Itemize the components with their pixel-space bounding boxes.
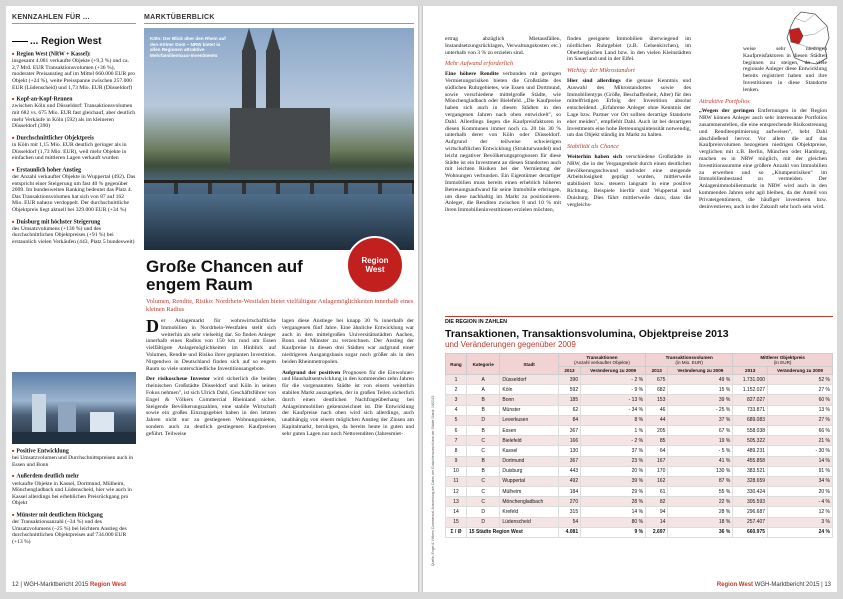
- table-cell: 8 %: [581, 415, 646, 425]
- sidebar-item-head: ■ Kopf-an-Kopf-Rennen: [12, 96, 136, 103]
- table-cell: 367: [558, 456, 580, 466]
- table-cell: - 13 %: [581, 395, 646, 405]
- th-transaktionen: Transaktionen (Anzahl verkaufter Objekte): [558, 354, 645, 367]
- table-cell: Krefeld: [500, 507, 558, 517]
- table-cell: 130 %: [668, 466, 733, 476]
- table-sum-row: [446, 527, 833, 537]
- table-cell: Bielefeld: [500, 436, 558, 446]
- table-cell: 66 %: [768, 425, 833, 435]
- table-cell: 5: [446, 415, 467, 425]
- rcol2b-head: Hier sind allerdings: [567, 77, 621, 84]
- rcol1-text: ertrag abzüglich Mietausfällen, Instandsetzungsrücklagen, Verwaltungskosten etc.) unterhalb von 3 % zu erzielen sind.: [445, 36, 561, 56]
- left-footer-region: Region West: [89, 582, 127, 588]
- sidebar-item-text: insgesamt 4.081 verkaufte Objekte (+9,3 %) und ca. 2,7 Mrd. EUR Transaktionsvolumen (+36 %), moderater Preisanstieg auf im Mittel 660.000 EUR pro Objekt (+24 %), weite Preisspanne zwischen 257.000 EUR (Lüdenscheid) und 1,73 Mio. EUR (Düsseldorf): [12, 58, 136, 91]
- table-cell: 390: [558, 375, 580, 385]
- table-cell: 94: [646, 507, 668, 517]
- table-cell: 54: [558, 517, 580, 527]
- table-sum-cell: 660.975: [733, 527, 768, 537]
- table-cell: 13: [446, 497, 467, 507]
- table-cell: - 34 %: [581, 405, 646, 415]
- table-cell: Dortmund: [500, 456, 558, 466]
- table-cell: 257.407: [733, 517, 768, 527]
- table-cell: 592: [558, 385, 580, 395]
- table-cell: C: [467, 487, 500, 497]
- sidebar-item-head: ■ Positive Entwicklung: [12, 448, 136, 455]
- th-year: 2013: [646, 367, 668, 375]
- table-row: [446, 375, 833, 385]
- rcol3b-text: Entfernungen in der Region NRW können Anleger auch sehr interessante Portfolios zusammenstellen, die eine entsprechende Risikostreuung und Renditeoptimierung aufweisen", hebt Dahl abschließend hervor. Vor allem die auf das Kaufpreisvolumen bezogenen niedrigen Objektpreise, verglichen mit z.B. Berlin, München oder Hamburg, machen es in NRW möglich, mit der gleichen Investitionssumme eine größere Anzahl von Immobilien zu erwerben und so „Klumpenrisiken" im Immobilienbestand zu vermeiden. Der Anlagenimmobilienmarkt in NRW wird auch in den kommenden Jahren sehr agil bleiben, da der Anteil von Privateigentümern, die häufiger investieren bzw. desinvestieren, auch in der Zukunft sehr hoch sein wird.: [699, 108, 828, 210]
- th-kategorie: Kategorie: [467, 354, 500, 375]
- table-cell: - 9 %: [581, 385, 646, 395]
- region-badge: [346, 236, 404, 294]
- table-cell: 2: [446, 385, 467, 395]
- table-cell: 14 %: [581, 507, 646, 517]
- sidebar-item: [12, 512, 136, 546]
- table-cell: 328.659: [733, 476, 768, 486]
- table-cell: D: [467, 415, 500, 425]
- table-cell: 330.424: [733, 487, 768, 497]
- table-cell: 13 %: [768, 405, 833, 415]
- table-cell: B: [467, 395, 500, 405]
- table-cell: 23 %: [581, 456, 646, 466]
- table-row: [446, 385, 833, 395]
- table-cell: 60 %: [768, 395, 833, 405]
- table-cell: C: [467, 476, 500, 486]
- table-cell: - 25 %: [668, 405, 733, 415]
- rcol2-text: finden geeignete Immobilien überwiegend im nördlichen Ruhrgebiet (z.B. Gelsenkirchen), im Oberbergischen Land bzw. in den vielen Kleinstädten im Sauerland und in der Eifel.: [567, 36, 691, 63]
- sidebar-item: [12, 219, 136, 246]
- table-body: [446, 375, 833, 538]
- table-sum-cell: Σ / Ø: [446, 527, 467, 537]
- rcol2-heading-2: Stabilität als Chance: [567, 143, 619, 151]
- table-row: [446, 436, 833, 446]
- table-cell: 14 %: [768, 456, 833, 466]
- sidebar-item-text: in Köln mit 1,15 Mio. EUR deutlich geringer als in Düsseldorf (1,73 Mio. EUR), weil mehr Objekte in einfachen und mittleren Lagen verkauft wurden: [12, 142, 127, 162]
- right-footer-title: WGH-Marktbericht 2015: [754, 582, 820, 588]
- table-sum-cell: 4.081: [558, 527, 580, 537]
- table-cell: Münster: [500, 405, 558, 415]
- table-cell: 41 %: [668, 456, 733, 466]
- table-cell: 130: [558, 446, 580, 456]
- table-cell: D: [467, 517, 500, 527]
- table-row: [446, 466, 833, 476]
- table-row: [446, 405, 833, 415]
- rcol2c-text: verschiedene Großstädte in NRW, die in der Vergangenheit durch einen deutlichen Bevölkerungsschwund und/oder eine steigende Arbeitslosigkeit geprägt wurden, mittlerweile stabilisiert bzw. steuern langsam in eine positive Richtung. Beispiele hierfür sind Wuppertal und Duisburg. Dies führt mittlerweile dazu, dass die vergleichs-: [567, 153, 691, 208]
- table-cell: 185: [558, 395, 580, 405]
- table-cell: 4: [446, 405, 467, 415]
- col1b-text: wird sicherlich die beiden rheinischen Großstädte Düsseldorf und Köln in seinen Fokus nehmen", ist sich Ulrich Dahl, Geschäftsführer von Engel & Völkers Commercial Rheinland sicher. Steigende Bevölkerungszahlen, eine stabile Wirtschaft sowie ein großes Einzugsgebiet haben in den letzten Jahren nicht nur zu gestiegenen Wohnungsmieten, sondern auch zu deutlich gestiegenen Kaufpreisen geführt. Teilweise: [146, 376, 276, 437]
- rcol3b-head: „Wegen der geringen: [699, 108, 755, 115]
- th-year: 2013: [733, 367, 768, 375]
- article-headline: Große Chancen auf engem Raum: [146, 257, 303, 294]
- table-cell: - 30 %: [768, 446, 833, 456]
- table-cell: - 5 %: [668, 446, 733, 456]
- sidebar-item-text: des Umsatzvolumens (+130 %) und des durchschnittlichen Objektpreises (+91 %) bei erstaunlich vielen Verkäufen (443, Platz 5 bundesweit): [12, 225, 135, 245]
- drop-cap: D: [146, 316, 159, 336]
- table-cell: 27 %: [768, 385, 833, 395]
- table-cell: 9: [446, 456, 467, 466]
- table-cell: 184: [558, 487, 580, 497]
- article-column-2: [282, 318, 414, 438]
- table-cell: Wuppertal: [500, 476, 558, 486]
- right-page: [423, 6, 837, 592]
- right-page-number: 13: [824, 582, 831, 588]
- table-cell: 39 %: [581, 476, 646, 486]
- sidebar-item: [12, 96, 136, 130]
- sidebar-item-head: ■ Durchschnittlicher Objektpreis: [12, 135, 136, 142]
- table-cell: 170: [646, 466, 668, 476]
- table-cell: 46: [646, 405, 668, 415]
- table-cell: 82: [646, 497, 668, 507]
- sidebar-region-title: ... Region West: [12, 36, 136, 47]
- table-cell: B: [467, 456, 500, 466]
- table-cell: 10: [446, 466, 467, 476]
- table-cell: 87 %: [668, 476, 733, 486]
- rcol2b-text: die genaue Kenntnis und Auswahl des Mikrostandortes sowie des Immobilientyps (Größe, Beschaffenheit, Alter) für den mittelfristigen Erfolg der Investition absolut entscheidend. „Erfahrene Anleger ohne Kenntnis der Lage bzw. Partner vor Ort sollten derartige Standorte eher meiden", empfiehlt Dahl. Auch ist bei derartigen Investments eine hohe Betreuungsintensität notwendig, um das Objekt ständig im Markt zu halten.: [567, 77, 691, 139]
- table-cell: 1 %: [581, 425, 646, 435]
- table-cell: Mönchengladbach: [500, 497, 558, 507]
- table-cell: 296.687: [733, 507, 768, 517]
- table-cell: Kassel: [500, 446, 558, 456]
- right-column-2: [567, 36, 691, 208]
- table-cell: 29 %: [581, 487, 646, 497]
- rcol3-heading: Attraktive Portfolios: [699, 97, 750, 105]
- sidebar-item: [12, 473, 136, 507]
- table-cell: A: [467, 385, 500, 395]
- col2b-head: Aufgrund der positiven: [282, 369, 341, 376]
- table-cell: B: [467, 405, 500, 415]
- table-cell: 315: [558, 507, 580, 517]
- table-row: [446, 395, 833, 405]
- table-cell: Mülheim: [500, 487, 558, 497]
- sidebar-item-head: ■ Münster mit deutlichem Rückgang: [12, 512, 136, 519]
- sidebar-item-text: zwischen Köln und Düsseldorf: Transaktionsvolumen mit 682 vs. 675 Mio. EUR fast gleichauf, aber deutlich mehr Verkäufe in Köln (592) als im kleineren Düsseldorf (390): [12, 103, 136, 130]
- table-cell: 689.083: [733, 415, 768, 425]
- table-cell: 6: [446, 425, 467, 435]
- table-cell: 49 %: [668, 375, 733, 385]
- table-row: [446, 446, 833, 456]
- table-sum-cell: 9 %: [581, 527, 646, 537]
- table-cell: Lüdenscheid: [500, 517, 558, 527]
- table-tag: DIE REGION IN ZAHLEN: [445, 316, 833, 325]
- table-cell: 91 %: [768, 466, 833, 476]
- table-cell: 558.038: [733, 425, 768, 435]
- table-cell: C: [467, 497, 500, 507]
- sidebar-item: [12, 51, 136, 91]
- table-cell: 62: [558, 405, 580, 415]
- sidebar-item: [12, 167, 136, 214]
- table-cell: 270: [558, 497, 580, 507]
- table-cell: 367: [558, 425, 580, 435]
- table-cell: 682: [646, 385, 668, 395]
- table-cell: Essen: [500, 425, 558, 435]
- table-sum-cell: 36 %: [668, 527, 733, 537]
- left-page: [6, 6, 420, 592]
- table-cell: 21 %: [768, 436, 833, 446]
- th-change: Veränderung zu 2009: [768, 367, 833, 375]
- table-cell: - 2 %: [581, 436, 646, 446]
- table-row: [446, 425, 833, 435]
- section-label: MARKTÜBERBLICK: [144, 14, 414, 24]
- table-cell: 167: [646, 456, 668, 466]
- sidebar-item-text: verkaufte Objekte in Kassel, Dortmund, Mülheim, Mönchengladbach und Lüdenscheid, hier wie auch in Kassel allerdings bei erheblichen Preisrückgang pro Objekt: [12, 480, 132, 507]
- table-row: [446, 456, 833, 466]
- rcol1b-text: verbunden mit geringen Vermietungsrisiken bieten die Großstädte des südlichen Ruhrgebietes, wie Essen und Dortmund, sowie verschiedene mittelgroße Städte, wie Mönchengladbach oder Bielefeld. „Die Kaufpreise haben sich auch in diesen Städten in den vergangenen Jahren nach oben entwickelt", so Dahl. Allerdings liegen die Kaufpreisfaktoren in diesen Kommunen immer noch ca. 20 bis 30 % unterhalb derer von Köln oder Düsseldorf. Aufgrund der teilweise schwierigen wirtschaftlichen Entwicklung (Strukturwandel) und leicht negativer Bevölkerungsprognosen für diese Städte ist ein Investment an diesen Standorten auch mit leichten Risiken bei der Vermietung der Wohnungen verbunden. Ein Eigentümer derartiger Immobilien muss bereits einen erheblich höheren Betreuungsaufwand für seine Immobilie erbringen, um diese nachhaltig im Markt zu positionieren. Anleger, die Renditen zwischen 8 und 10 % mit ihren Immobilieninvestitionen erzielen möchten,: [445, 71, 562, 214]
- table-cell: 7: [446, 436, 467, 446]
- table-sum-cell: 2.697: [646, 527, 668, 537]
- table-cell: 52 %: [768, 375, 833, 385]
- table-cell: 11: [446, 476, 467, 486]
- sidebar-items-2: [12, 448, 136, 551]
- table-cell: 27 %: [768, 415, 833, 425]
- table-cell: 166: [558, 436, 580, 446]
- table-cell: 153: [646, 395, 668, 405]
- table-cell: 37 %: [581, 446, 646, 456]
- transactions-table: [445, 353, 833, 538]
- table-cell: Bonn: [500, 395, 558, 405]
- table-cell: 505.322: [733, 436, 768, 446]
- table-cell: 205: [646, 425, 668, 435]
- sidebar-item-head: ■ Erstaunlich hoher Anstieg: [12, 167, 136, 174]
- table-cell: 492: [558, 476, 580, 486]
- sidebar-item-text: bei Umsatzvolumen und Durchschnittspreisen auch in Essen und Bonn: [12, 455, 134, 468]
- table-cell: 85: [646, 436, 668, 446]
- table-cell: 80 %: [581, 517, 646, 527]
- table-row: [446, 497, 833, 507]
- table-cell: 455.858: [733, 456, 768, 466]
- sidebar-item: [12, 135, 136, 162]
- table-cell: 827.027: [733, 395, 768, 405]
- table-cell: 1.152.027: [733, 385, 768, 395]
- th-stadt: Stadt: [500, 354, 558, 375]
- table-row: [446, 415, 833, 425]
- th-change: Veränderung zu 2009: [581, 367, 646, 375]
- table-row: [446, 507, 833, 517]
- rcol2-heading: Wichtig: der Mikrostandort: [567, 67, 635, 75]
- table-cell: 3: [446, 395, 467, 405]
- col1-text: er Anlagemarkt für wohnwirtschaftliche Immobilien in Nordrhein-Westfalen stellt sich weiterhin als sehr vielseitig dar. So finden Anleger innerhalb eines Radius von 150 km rund um Essen vielfältigste Anlagemöglichkeiten im Hinblick auf Volumen, Rendite und Risiko ihrer geplanten Investition. Nirgendwo in Deutschland finden sich auf so engem Raum so viele unterschiedliche Investitionsangebote.: [146, 318, 276, 372]
- region-table-block: [445, 316, 833, 538]
- table-cell: C: [467, 436, 500, 446]
- table-cell: C: [467, 446, 500, 456]
- rcol1b-head: Eine höhere Rendite: [445, 71, 499, 78]
- th-year: 2013: [558, 367, 580, 375]
- city-skyline-photo: [12, 372, 136, 444]
- sidebar-item-head: ■ Außerdem deutlich mehr: [12, 473, 136, 480]
- table-cell: 22 %: [668, 497, 733, 507]
- table-sum-cell: 24 %: [768, 527, 833, 537]
- right-footer-region: Region West: [716, 582, 754, 588]
- left-page-number: 12: [12, 582, 19, 588]
- table-row: [446, 476, 833, 486]
- sidebar-item-head: ■ Duisburg mit höchster Steigerung: [12, 219, 136, 226]
- col2b-text: Prognosen für die Einwohner- und Haushaltsentwicklung in den kommenden zehn Jahren für die vorgenannten Städte ist von einem weiterhin stabilen Markt auszugehen, der in großen Teilen sicherlich durch einen deutlichen Nachfrageüberhang bei Anlageimmobilien gekennzeichnet ist. Die Entwicklung der Kaufpreise nach oben wird sich allerdings, auch unabhängig von einem möglichen Anstieg der Zinsen am Kapitalmarkt, beruhigen, da bereits heute in guten und sehr guten Lagen nur noch Nettorenditen (Jahresmiet-: [282, 369, 414, 437]
- table-cell: Köln: [500, 385, 558, 395]
- rcol2c-head: Weiterhin haben sich: [567, 153, 623, 160]
- table-cell: 28 %: [581, 497, 646, 507]
- table-cell: 20 %: [768, 487, 833, 497]
- table-cell: 37 %: [668, 415, 733, 425]
- table-cell: 3 %: [768, 517, 833, 527]
- table-cell: 383.521: [733, 466, 768, 476]
- table-cell: 39 %: [668, 395, 733, 405]
- table-cell: B: [467, 466, 500, 476]
- table-cell: 20 %: [581, 466, 646, 476]
- article-subline: Volumen, Rendite, Risiko: Nordrhein-Westfalen bietet vielfältigste Anlagemöglichkeiten innerhalb eines kleinen Radius: [146, 298, 414, 313]
- cologne-cathedral-photo: [144, 28, 414, 250]
- photo-caption: Köln: Der Blick über den Rhein auf den Kölner Dom – NRW bietet in allen Regionen attraktive Mehrfamilienhaus-Investments: [150, 36, 226, 58]
- table-cell: 55 %: [668, 487, 733, 497]
- col1b-head: Der risikoscheue Investor: [146, 376, 211, 383]
- sidebar-item-text: der Anzahl verkaufter Objekte in Wuppertal (492). Das entspricht einer Steigerung um fast 40 % gegenüber 2009. Im bundesweiten Ranking bedeutet das Platz 4. Das Transaktionsvolumen hat sich von 87 auf 162 Mio. EUR nahezu verdoppelt. Der durchschnittliche Objektpreis liegt aktuell bei 329.000 EUR (+34 %): [12, 174, 136, 213]
- table-cell: 84: [558, 415, 580, 425]
- table-cell: 64: [646, 446, 668, 456]
- table-cell: 44: [646, 415, 668, 425]
- table-cell: 67 %: [668, 425, 733, 435]
- badge-line1: Region: [361, 256, 389, 265]
- table-cell: 15: [446, 517, 467, 527]
- table-cell: 14: [446, 507, 467, 517]
- sidebar-item: [12, 448, 136, 468]
- table-sum-cell: 15 Städte Region West: [467, 527, 559, 537]
- table-title: Transaktionen, Transaktionsvolumina, Objektpreise 2013: [445, 328, 729, 340]
- table-cell: 733.871: [733, 405, 768, 415]
- col2-text: lagen diese Anstiege bei knapp 30 % innerhalb der vergangenen fünf Jahre. Eine ähnliche Entwicklung war auch in den mittelgroßen Universitätsstädten Aachen, Bonn und Münster zu verzeichnen. Der Anstieg der Kaufpreise in diesen drei Städten war aufgrund einer niedrigeren Ausgangsbasis sogar noch größer als in den beiden Rheinmetropolen.: [282, 318, 414, 365]
- table-cell: 675: [646, 375, 668, 385]
- table-row: [446, 487, 833, 497]
- left-footer: 12 | WGH-Marktbericht 2015 Region West: [12, 582, 127, 588]
- table-cell: 12: [446, 487, 467, 497]
- table-cell: B: [467, 425, 500, 435]
- th-volumen: Transaktionsvolumen (in Mio. EUR): [646, 354, 733, 367]
- table-cell: 12 %: [768, 507, 833, 517]
- rcol3-text: weise sehr niedrigen Kaufpreisfaktoren in diesen Städten beginnen zu steigen, da viele regionale Anleger diese Entwicklung bereits registriert haben und ihre Investitionen in diese Standorte lenken.: [743, 46, 827, 93]
- th-rang: Rang: [446, 354, 467, 375]
- right-column-3: [699, 46, 827, 210]
- table-cell: A: [467, 375, 500, 385]
- table-cell: D: [467, 507, 500, 517]
- article-column-1: [146, 318, 276, 438]
- rcol1-heading: Mehr Aufwand erforderlich: [445, 60, 514, 68]
- table-cell: Duisburg: [500, 466, 558, 476]
- table-cell: 1.731.000: [733, 375, 768, 385]
- th-preis: Mittlerer Objektpreis (in EUR): [733, 354, 833, 367]
- left-footer-title: WGH-Marktbericht 2015: [23, 582, 89, 588]
- table-cell: - 2 %: [581, 375, 646, 385]
- table-cell: 443: [558, 466, 580, 476]
- table-cell: 19 %: [668, 436, 733, 446]
- table-cell: 14: [646, 517, 668, 527]
- table-source-note: Quelle: Engel & Völkers Commercial; Auswertung der Daten der Gutachterausschüsse der Städte Stand: 04/2015: [431, 395, 435, 566]
- table-cell: Leverkusen: [500, 415, 558, 425]
- table-cell: 18 %: [668, 517, 733, 527]
- table-cell: 305.593: [733, 497, 768, 507]
- sidebar-item-head: ■ Region West (NRW + Kassel):: [12, 51, 136, 58]
- sidebar-kicker: KENNZAHLEN FÜR ...: [12, 14, 136, 24]
- table-row: [446, 517, 833, 527]
- th-change: Veränderung zu 2009: [668, 367, 733, 375]
- sidebar-item-text: der Transaktionsanzahl (–34 %) und des Umsatzvolumens (–25 %) bei leichtem Anstieg des durchschnittlichen Objektpreises auf 734.000 EUR (+13 %): [12, 519, 127, 545]
- table-cell: 34 %: [768, 476, 833, 486]
- table-cell: 15 %: [668, 385, 733, 395]
- table-cell: 162: [646, 476, 668, 486]
- table-cell: Düsseldorf: [500, 375, 558, 385]
- right-column-1: [445, 36, 561, 214]
- table-cell: 28 %: [668, 507, 733, 517]
- table-cell: 8: [446, 446, 467, 456]
- table-subtitle: und Veränderungen gegenüber 2009: [445, 340, 576, 349]
- right-footer: Region West WGH-Marktbericht 2015 | 13: [716, 582, 831, 588]
- table-cell: 1: [446, 375, 467, 385]
- table-cell: 489.231: [733, 446, 768, 456]
- table-cell: - 4 %: [768, 497, 833, 507]
- table-cell: 61: [646, 487, 668, 497]
- badge-line2: West: [365, 265, 385, 274]
- sidebar-items: [12, 51, 136, 246]
